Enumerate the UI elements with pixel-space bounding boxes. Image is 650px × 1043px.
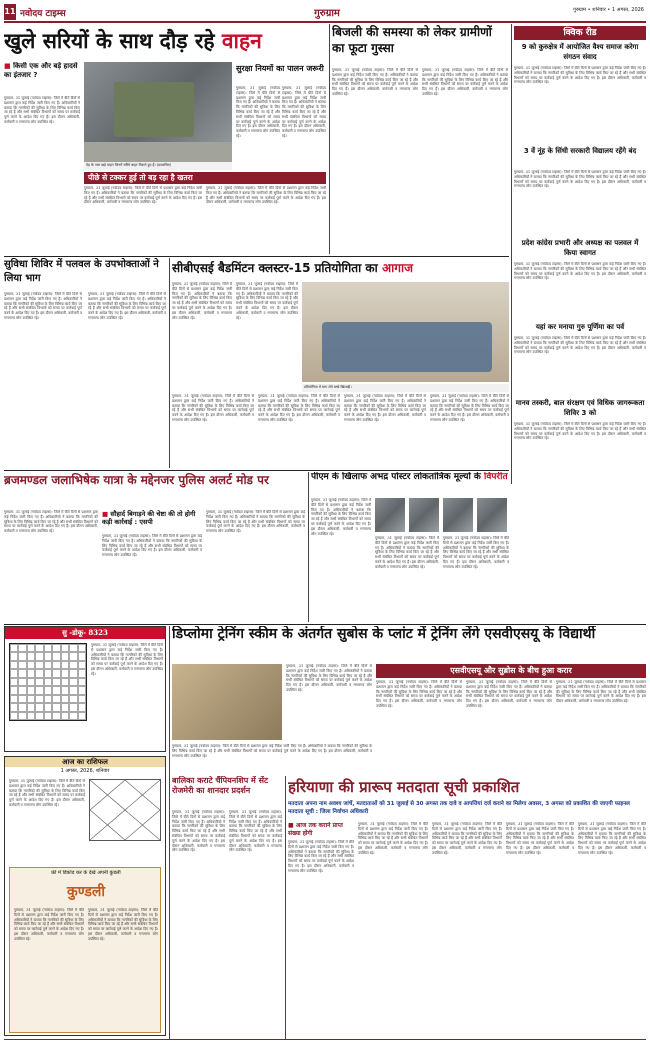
ad-body-2: गुरुग्राम, 31 जुलाई (नवोदय टाइम्स): जिले में बीते दिनों से प्रशासन द्वारा कई निर्देश जारी किए गए हैं। अधिकारियों ने बताया कि नागरिकों की सुविधा के लिए विभिन्न कार्य किए जा रहे हैं और सभी संबंधित विभागों को समय पर कार्रवाई पूर्ण करने के आदेश दिए गए हैं। इस दौरान अधिकारी, कर्मचारी व गणमान्य लोग उपस्थित रहे।	[88, 908, 158, 941]
square-bullet-icon: ■	[102, 510, 109, 518]
players-group-shape	[322, 322, 492, 372]
quick-read-item-2: 3 वें नूंह के सिंधी सरकारी विद्यालय रहेंगे बंद	[523, 147, 637, 155]
edition-date: गुरुग्राम • शनिवार • 1 अगस्त, 2026	[573, 7, 644, 13]
brajmandal-body-2: गुरुग्राम, 31 जुलाई (नवोदय टाइम्स): जिले में बीते दिनों से प्रशासन द्वारा कई निर्देश जारी किए गए हैं। अधिकारियों ने बताया कि नागरिकों की सुविधा के लिए विभिन्न कार्य किए जा रहे हैं और सभी संबंधित विभागों को समय पर कार्रवाई पूर्ण करने के आदेश दिए गए हैं। इस दौरान अधिकारी, कर्मचारी व गणमान्य लोग उपस्थित रहे।	[102, 534, 202, 558]
quick-read-item-4: यहां कर मनाया गुरु पूर्णिमा का पर्व	[535, 323, 625, 331]
portrait-photo	[409, 498, 439, 532]
roads-body: गुरुग्राम, 31 जुलाई (नवोदय टाइम्स): जिले में बीते दिनों से प्रशासन द्वारा कई निर्देश जारी किए गए हैं। अधिकारियों ने बताया कि नागरिकों की सुविधा के लिए विभिन्न कार्य किए जा रहे हैं और सभी संबंधित विभागों को समय पर कार्रवाई पूर्ण करने के आदेश दिए गए हैं। इस दौरान अधिकारी, कर्मचारी व गणमान्य लोग उपस्थित रहे।	[4, 96, 80, 124]
rashifal-date: 1 अगस्त, 2026, शनिवार	[60, 768, 110, 774]
roads-body-2: गुरुग्राम, 31 जुलाई (नवोदय टाइम्स): जिले में बीते दिनों से प्रशासन द्वारा कई निर्देश जारी किए गए हैं। अधिकारियों ने बताया कि नागरिकों की सुविधा के लिए विभिन्न कार्य किए जा रहे हैं और सभी संबंधित विभागों को समय पर कार्रवाई पूर्ण करने के आदेश दिए गए हैं। इस दौरान अधिकारी, कर्मचारी व गणमान्य लोग उपस्थित रहे।	[84, 186, 202, 205]
diploma-body-4: गुरुग्राम, 31 जुलाई (नवोदय टाइम्स): जिले में बीते दिनों से प्रशासन द्वारा कई निर्देश जारी किए गए हैं। अधिकारियों ने बताया कि नागरिकों की सुविधा के लिए विभिन्न कार्य किए जा रहे हैं और सभी संबंधित विभागों को समय पर कार्रवाई पूर्ण करने के आदेश दिए गए हैं। इस दौरान अधिकारी, कर्मचारी व गणमान्य लोग उपस्थित रहे।	[556, 680, 646, 704]
voter-list-body-3: गुरुग्राम, 31 जुलाई (नवोदय टाइम्स): जिले में बीते दिनों से प्रशासन द्वारा कई निर्देश जारी किए गए हैं। अधिकारियों ने बताया कि नागरिकों की सुविधा के लिए विभिन्न कार्य किए जा रहे हैं और सभी संबंधित विभागों को समय पर कार्रवाई पूर्ण करने के आदेश दिए गए हैं। इस दौरान अधिकारी, कर्मचारी व गणमान्य लोग उपस्थित रहे।	[432, 822, 502, 855]
roads-side-body-1: गुरुग्राम, 31 जुलाई (नवोदय टाइम्स): जिले में बीते दिनों से प्रशासन द्वारा कई निर्देश जारी किए गए हैं। अधिकारियों ने बताया कि नागरिकों की सुविधा के लिए विभिन्न कार्य किए जा रहे हैं और सभी संबंधित विभागों को समय पर कार्रवाई पूर्ण करने के आदेश दिए गए हैं। इस दौरान अधिकारी, कर्मचारी व गणमान्य लोग उपस्थित रहे।	[236, 86, 280, 138]
cbse-body-3: गुरुग्राम, 31 जुलाई (नवोदय टाइम्स): जिले में बीते दिनों से प्रशासन द्वारा कई निर्देश जारी किए गए हैं। अधिकारियों ने बताया कि नागरिकों की सुविधा के लिए विभिन्न कार्य किए जा रहे हैं और सभी संबंधित विभागों को समय पर कार्रवाई पूर्ण करने के आदेश दिए गए हैं। इस दौरान अधिकारी, कर्मचारी व गणमान्य लोग उपस्थित रहे।	[172, 394, 254, 422]
roads-red-box: पीछे से टक्कर हुई तो बड़ रहा है खतरा	[84, 172, 326, 184]
sudoku-instructions: गुरुग्राम, 31 जुलाई (नवोदय टाइम्स): जिले में बीते दिनों से प्रशासन द्वारा कई निर्देश जारी किए गए हैं। अधिकारियों ने बताया कि नागरिकों की सुविधा के लिए विभिन्न कार्य किए जा रहे हैं और सभी संबंधित विभागों को समय पर कार्रवाई पूर्ण करने के आदेश दिए गए हैं। इस दौरान अधिकारी, कर्मचारी व गणमान्य लोग उपस्थित रहे।	[91, 643, 163, 676]
roads-side-body-2: गुरुग्राम, 31 जुलाई (नवोदय टाइम्स): जिले में बीते दिनों से प्रशासन द्वारा कई निर्देश जारी किए गए हैं। अधिकारियों ने बताया कि नागरिकों की सुविधा के लिए विभिन्न कार्य किए जा रहे हैं और सभी संबंधित विभागों को समय पर कार्रवाई पूर्ण करने के आदेश दिए गए हैं। इस दौरान अधिकारी, कर्मचारी व गणमान्य लोग उपस्थित रहे।	[282, 86, 326, 138]
quick-read-body-1: गुरुग्राम, 31 जुलाई (नवोदय टाइम्स): जिले में बीते दिनों से प्रशासन द्वारा कई निर्देश जारी किए गए हैं। अधिकारियों ने बताया कि नागरिकों की सुविधा के लिए विभिन्न कार्य किए जा रहे हैं और सभी संबंधित विभागों को समय पर कार्रवाई पूर्ण करने के आदेश दिए गए हैं। इस दौरान अधिकारी, कर्मचारी व गणमान्य लोग उपस्थित रहे।	[514, 66, 646, 85]
column-rule	[308, 472, 309, 622]
diploma-headline: डिप्लोमा ट्रेनिंग स्कीम के अंतर्गत सुबोस के प्लांट में ट्रेनिंग लेंगे एसवीएसयू के विद्यार्थी	[172, 626, 596, 642]
sudoku-grid[interactable]	[9, 643, 87, 721]
cbse-photo	[302, 282, 509, 382]
diploma-body-2: गुरुग्राम, 31 जुलाई (नवोदय टाइम्स): जिले में बीते दिनों से प्रशासन द्वारा कई निर्देश जारी किए गए हैं। अधिकारियों ने बताया कि नागरिकों की सुविधा के लिए विभिन्न कार्य किए जा रहे हैं और सभी संबंधित विभागों को समय पर कार्रवाई पूर्ण करने के आदेश दिए गए हैं। इस दौरान अधिकारी, कर्मचारी व गणमान्य लोग उपस्थित रहे।	[376, 680, 462, 708]
voter-list-body-2: गुरुग्राम, 31 जुलाई (नवोदय टाइम्स): जिले में बीते दिनों से प्रशासन द्वारा कई निर्देश जारी किए गए हैं। अधिकारियों ने बताया कि नागरिकों की सुविधा के लिए विभिन्न कार्य किए जा रहे हैं और सभी संबंधित विभागों को समय पर कार्रवाई पूर्ण करने के आदेश दिए गए हैं। इस दौरान अधिकारी, कर्मचारी व गणमान्य लोग उपस्थित रहे।	[358, 822, 428, 855]
roads-subhead: ■ किसी एक और बड़े हादसे का इंतजार ?	[4, 62, 78, 79]
story-pm-poster	[311, 472, 509, 622]
ad-brand: कुण्डली	[66, 884, 105, 900]
rashifal-title: आज का राशिफल	[5, 757, 165, 767]
quick-read-item-5: मानव तस्करी, बाल संरक्षण एवं विधिक जागरूकता शिविर 3 को	[515, 399, 645, 417]
portrait-photo	[477, 498, 507, 532]
column-rule	[285, 776, 286, 1040]
diploma-body-3: गुरुग्राम, 31 जुलाई (नवोदय टाइम्स): जिले में बीते दिनों से प्रशासन द्वारा कई निर्देश जारी किए गए हैं। अधिकारियों ने बताया कि नागरिकों की सुविधा के लिए विभिन्न कार्य किए जा रहे हैं और सभी संबंधित विभागों को समय पर कार्रवाई पूर्ण करने के आदेश दिए गए हैं। इस दौरान अधिकारी, कर्मचारी व गणमान्य लोग उपस्थित रहे।	[466, 680, 552, 708]
section-rule	[4, 470, 509, 471]
square-bullet-icon: ■	[288, 822, 294, 829]
sudoku-box	[4, 626, 166, 752]
voter-list-side-head: ■ आज तक कराने प्राप्त संख्या होंगी	[288, 822, 343, 837]
brajmandal-headline: ब्रजमण्डल जलाभिषेक यात्रा के मद्देनजर पुलिस अलर्ट मोड पर	[4, 473, 269, 487]
paper-name: नवोदय टाइम्स	[20, 9, 66, 18]
story-balika	[172, 776, 282, 1036]
page-number: 11	[4, 4, 16, 20]
electricity-headline: बिजली की समस्या को लेकर ग्रामीणों का फूटा गुस्सा	[332, 25, 492, 55]
truck-shape	[114, 82, 194, 137]
story-roads	[4, 24, 326, 254]
column-rule	[169, 258, 170, 468]
roads-photo-caption: पेड़ के पास खड़े वाहन जिनमें सरिये बाहर निकले हुए हैं। (छायाचित्र)	[84, 162, 232, 170]
road-shape	[84, 142, 232, 162]
kundali-ad[interactable]	[9, 867, 161, 1033]
quick-read-body-5: गुरुग्राम, 31 जुलाई (नवोदय टाइम्स): जिले में बीते दिनों से प्रशासन द्वारा कई निर्देश जारी किए गए हैं। अधिकारियों ने बताया कि नागरिकों की सुविधा के लिए विभिन्न कार्य किए जा रहे हैं और सभी संबंधित विभागों को समय पर कार्रवाई पूर्ण करने के आदेश दिए गए हैं। इस दौरान अधिकारी, कर्मचारी व गणमान्य लोग उपस्थित रहे।	[514, 422, 646, 441]
pm-poster-body-3: गुरुग्राम, 31 जुलाई (नवोदय टाइम्स): जिले में बीते दिनों से प्रशासन द्वारा कई निर्देश जारी किए गए हैं। अधिकारियों ने बताया कि नागरिकों की सुविधा के लिए विभिन्न कार्य किए जा रहे हैं और सभी संबंधित विभागों को समय पर कार्रवाई पूर्ण करने के आदेश दिए गए हैं। इस दौरान अधिकारी, कर्मचारी व गणमान्य लोग उपस्थित रहे।	[443, 536, 509, 569]
kundali-chart	[89, 779, 161, 841]
rashifal-body-1: गुरुग्राम, 31 जुलाई (नवोदय टाइम्स): जिले में बीते दिनों से प्रशासन द्वारा कई निर्देश जारी किए गए हैं। अधिकारियों ने बताया कि नागरिकों की सुविधा के लिए विभिन्न कार्य किए जा रहे हैं और सभी संबंधित विभागों को समय पर कार्रवाई पूर्ण करने के आदेश दिए गए हैं। इस दौरान अधिकारी, कर्मचारी व गणमान्य लोग उपस्थित रहे।	[9, 779, 85, 807]
voter-list-body-4: गुरुग्राम, 31 जुलाई (नवोदय टाइम्स): जिले में बीते दिनों से प्रशासन द्वारा कई निर्देश जारी किए गए हैं। अधिकारियों ने बताया कि नागरिकों की सुविधा के लिए विभिन्न कार्य किए जा रहे हैं और सभी संबंधित विभागों को समय पर कार्रवाई पूर्ण करने के आदेश दिए गए हैं। इस दौरान अधिकारी, कर्मचारी व गणमान्य लोग उपस्थित रहे।	[506, 822, 574, 855]
diploma-photo	[172, 664, 282, 740]
ad-tagline: फ्री में डिकोड कर के देखें अपनी कुंडली	[51, 870, 121, 876]
quick-read-item-3: प्रदेश कांग्रेस प्रभारी और अध्यक्ष का पलवल में किया स्वागत	[521, 239, 639, 257]
cbse-photo-caption: प्रतियोगिता में भाग लेते बच्चे खिलाड़ी।	[302, 384, 509, 392]
masthead	[4, 4, 646, 20]
voter-list-body-1: गुरुग्राम, 31 जुलाई (नवोदय टाइम्स): जिले में बीते दिनों से प्रशासन द्वारा कई निर्देश जारी किए गए हैं। अधिकारियों ने बताया कि नागरिकों की सुविधा के लिए विभिन्न कार्य किए जा रहे हैं और सभी संबंधित विभागों को समय पर कार्रवाई पूर्ण करने के आदेश दिए गए हैं। इस दौरान अधिकारी, कर्मचारी व गणमान्य लोग उपस्थित रहे।	[288, 840, 354, 873]
column-rule	[511, 24, 512, 484]
story-voter-list	[288, 776, 646, 1038]
story-cbse	[172, 258, 509, 468]
diploma-body-5: गुरुग्राम, 31 जुलाई (नवोदय टाइम्स): जिले में बीते दिनों से प्रशासन द्वारा कई निर्देश जारी किए गए हैं। अधिकारियों ने बताया कि नागरिकों की सुविधा के लिए विभिन्न कार्य किए जा रहे हैं और सभी संबंधित विभागों को समय पर कार्रवाई पूर्ण करने के आदेश दिए गए हैं। इस दौरान अधिकारी, कर्मचारी व गणमान्य लोग उपस्थित रहे।	[172, 744, 372, 758]
ad-body-1: गुरुग्राम, 31 जुलाई (नवोदय टाइम्स): जिले में बीते दिनों से प्रशासन द्वारा कई निर्देश जारी किए गए हैं। अधिकारियों ने बताया कि नागरिकों की सुविधा के लिए विभिन्न कार्य किए जा रहे हैं और सभी संबंधित विभागों को समय पर कार्रवाई पूर्ण करने के आदेश दिए गए हैं। इस दौरान अधिकारी, कर्मचारी व गणमान्य लोग उपस्थित रहे।	[14, 908, 84, 941]
brajmandal-body-3: गुरुग्राम, 31 जुलाई (नवोदय टाइम्स): जिले में बीते दिनों से प्रशासन द्वारा कई निर्देश जारी किए गए हैं। अधिकारियों ने बताया कि नागरिकों की सुविधा के लिए विभिन्न कार्य किए जा रहे हैं और सभी संबंधित विभागों को समय पर कार्रवाई पूर्ण करने के आदेश दिए गए हैं। इस दौरान अधिकारी, कर्मचारी व गणमान्य लोग उपस्थित रहे।	[206, 510, 305, 534]
voter-list-headline: हरियाणा की प्रारूप मतदाता सूची प्रकाशित	[288, 778, 520, 796]
roads-photo	[84, 62, 232, 162]
rashifal-box	[4, 756, 166, 1036]
camp-body-2: गुरुग्राम, 31 जुलाई (नवोदय टाइम्स): जिले में बीते दिनों से प्रशासन द्वारा कई निर्देश जारी किए गए हैं। अधिकारियों ने बताया कि नागरिकों की सुविधा के लिए विभिन्न कार्य किए जा रहे हैं और सभी संबंधित विभागों को समय पर कार्रवाई पूर्ण करने के आदेश दिए गए हैं। इस दौरान अधिकारी, कर्मचारी व गणमान्य लोग उपस्थित रहे।	[88, 292, 166, 320]
diploma-band: एसवीएसयू और सुब्रोस के बीच हुआ करार	[376, 664, 646, 678]
section-name: गुरुग्राम	[314, 8, 340, 19]
brajmandal-subhead: ■ सौहार्द बिगाड़ने की चेष्टा की तो होगी कड़ी कार्रवाई : एसपी	[102, 510, 196, 526]
quick-read-body-3: गुरुग्राम, 31 जुलाई (नवोदय टाइम्स): जिले में बीते दिनों से प्रशासन द्वारा कई निर्देश जारी किए गए हैं। अधिकारियों ने बताया कि नागरिकों की सुविधा के लिए विभिन्न कार्य किए जा रहे हैं और सभी संबंधित विभागों को समय पर कार्रवाई पूर्ण करने के आदेश दिए गए हैं। इस दौरान अधिकारी, कर्मचारी व गणमान्य लोग उपस्थित रहे।	[514, 262, 646, 281]
pm-poster-headline: पीएम के खिलाफ अभद्र पोस्टर लोकतांत्रिक मूल्यों के विपरीत	[311, 472, 508, 482]
page-bottom-rule	[4, 1039, 646, 1040]
section-rule	[4, 256, 509, 257]
balika-headline: बालिका कराटे चैंपियनशिप में सेंट रोजमेरी का शानदार प्रदर्शन	[172, 776, 269, 795]
section-rule	[4, 624, 646, 625]
pm-poster-body-2: गुरुग्राम, 31 जुलाई (नवोदय टाइम्स): जिले में बीते दिनों से प्रशासन द्वारा कई निर्देश जारी किए गए हैं। अधिकारियों ने बताया कि नागरिकों की सुविधा के लिए विभिन्न कार्य किए जा रहे हैं और सभी संबंधित विभागों को समय पर कार्रवाई पूर्ण करने के आदेश दिए गए हैं। इस दौरान अधिकारी, कर्मचारी व गणमान्य लोग उपस्थित रहे।	[375, 536, 439, 569]
column-rule	[169, 626, 170, 1040]
story-camp	[4, 258, 166, 468]
roads-headline: खुले सरियों के साथ दौड़ रहे वाहन	[4, 29, 262, 53]
portrait-photo	[443, 498, 473, 532]
pm-poster-portraits	[375, 498, 509, 532]
voter-list-body-5: गुरुग्राम, 31 जुलाई (नवोदय टाइम्स): जिले में बीते दिनों से प्रशासन द्वारा कई निर्देश जारी किए गए हैं। अधिकारियों ने बताया कि नागरिकों की सुविधा के लिए विभिन्न कार्य किए जा रहे हैं और सभी संबंधित विभागों को समय पर कार्रवाई पूर्ण करने के आदेश दिए गए हैं। इस दौरान अधिकारी, कर्मचारी व गणमान्य लोग उपस्थित रहे।	[578, 822, 646, 855]
quick-read-body-2: गुरुग्राम, 31 जुलाई (नवोदय टाइम्स): जिले में बीते दिनों से प्रशासन द्वारा कई निर्देश जारी किए गए हैं। अधिकारियों ने बताया कि नागरिकों की सुविधा के लिए विभिन्न कार्य किए जा रहे हैं और सभी संबंधित विभागों को समय पर कार्रवाई पूर्ण करने के आदेश दिए गए हैं। इस दौरान अधिकारी, कर्मचारी व गणमान्य लोग उपस्थित रहे।	[514, 170, 646, 189]
column-rule	[329, 24, 330, 254]
roads-side-head: सुरक्षा नियमों का पालन जरूरी	[236, 64, 324, 73]
quick-read-column	[514, 24, 646, 484]
cbse-body-4: गुरुग्राम, 31 जुलाई (नवोदय टाइम्स): जिले में बीते दिनों से प्रशासन द्वारा कई निर्देश जारी किए गए हैं। अधिकारियों ने बताया कि नागरिकों की सुविधा के लिए विभिन्न कार्य किए जा रहे हैं और सभी संबंधित विभागों को समय पर कार्रवाई पूर्ण करने के आदेश दिए गए हैं। इस दौरान अधिकारी, कर्मचारी व गणमान्य लोग उपस्थित रहे।	[258, 394, 340, 422]
story-electricity	[332, 24, 508, 254]
cbse-body-6: गुरुग्राम, 31 जुलाई (नवोदय टाइम्स): जिले में बीते दिनों से प्रशासन द्वारा कई निर्देश जारी किए गए हैं। अधिकारियों ने बताया कि नागरिकों की सुविधा के लिए विभिन्न कार्य किए जा रहे हैं और सभी संबंधित विभागों को समय पर कार्रवाई पूर्ण करने के आदेश दिए गए हैं। इस दौरान अधिकारी, कर्मचारी व गणमान्य लोग उपस्थित रहे।	[430, 394, 509, 422]
camp-headline: सुविधा शिविर में पलवल के उपभोक्ताओं ने लिया भाग	[4, 259, 159, 284]
roads-body-3: गुरुग्राम, 31 जुलाई (नवोदय टाइम्स): जिले में बीते दिनों से प्रशासन द्वारा कई निर्देश जारी किए गए हैं। अधिकारियों ने बताया कि नागरिकों की सुविधा के लिए विभिन्न कार्य किए जा रहे हैं और सभी संबंधित विभागों को समय पर कार्रवाई पूर्ण करने के आदेश दिए गए हैं। इस दौरान अधिकारी, कर्मचारी व गणमान्य लोग उपस्थित रहे।	[206, 186, 326, 205]
cbse-body-2: गुरुग्राम, 31 जुलाई (नवोदय टाइम्स): जिले में बीते दिनों से प्रशासन द्वारा कई निर्देश जारी किए गए हैं। अधिकारियों ने बताया कि नागरिकों की सुविधा के लिए विभिन्न कार्य किए जा रहे हैं और सभी संबंधित विभागों को समय पर कार्रवाई पूर्ण करने के आदेश दिए गए हैं। इस दौरान अधिकारी, कर्मचारी व गणमान्य लोग उपस्थित रहे।	[236, 282, 298, 320]
cbse-headline: सीबीएसई बैडमिंटन क्लस्टर-15 प्रतियोगिता का आगाज	[172, 261, 413, 275]
pm-poster-body-1: गुरुग्राम, 31 जुलाई (नवोदय टाइम्स): जिले में बीते दिनों से प्रशासन द्वारा कई निर्देश जारी किए गए हैं। अधिकारियों ने बताया कि नागरिकों की सुविधा के लिए विभिन्न कार्य किए जा रहे हैं और सभी संबंधित विभागों को समय पर कार्रवाई पूर्ण करने के आदेश दिए गए हैं। इस दौरान अधिकारी, कर्मचारी व गणमान्य लोग उपस्थित रहे।	[311, 498, 371, 536]
story-brajmandal	[4, 472, 305, 622]
balika-body-2: गुरुग्राम, 31 जुलाई (नवोदय टाइम्स): जिले में बीते दिनों से प्रशासन द्वारा कई निर्देश जारी किए गए हैं। अधिकारियों ने बताया कि नागरिकों की सुविधा के लिए विभिन्न कार्य किए जा रहे हैं और सभी संबंधित विभागों को समय पर कार्रवाई पूर्ण करने के आदेश दिए गए हैं। इस दौरान अधिकारी, कर्मचारी व गणमान्य लोग उपस्थित रहे।	[229, 810, 282, 853]
sudoku-label: सु -डोकू- 8323	[5, 627, 165, 639]
brajmandal-body-1: गुरुग्राम, 31 जुलाई (नवोदय टाइम्स): जिले में बीते दिनों से प्रशासन द्वारा कई निर्देश जारी किए गए हैं। अधिकारियों ने बताया कि नागरिकों की सुविधा के लिए विभिन्न कार्य किए जा रहे हैं और सभी संबंधित विभागों को समय पर कार्रवाई पूर्ण करने के आदेश दिए गए हैं। इस दौरान अधिकारी, कर्मचारी व गणमान्य लोग उपस्थित रहे।	[4, 510, 98, 534]
electricity-body-1: गुरुग्राम, 31 जुलाई (नवोदय टाइम्स): जिले में बीते दिनों से प्रशासन द्वारा कई निर्देश जारी किए गए हैं। अधिकारियों ने बताया कि नागरिकों की सुविधा के लिए विभिन्न कार्य किए जा रहे हैं और सभी संबंधित विभागों को समय पर कार्रवाई पूर्ण करने के आदेश दिए गए हैं। इस दौरान अधिकारी, कर्मचारी व गणमान्य लोग उपस्थित रहे।	[332, 68, 418, 96]
camp-body-1: गुरुग्राम, 31 जुलाई (नवोदय टाइम्स): जिले में बीते दिनों से प्रशासन द्वारा कई निर्देश जारी किए गए हैं। अधिकारियों ने बताया कि नागरिकों की सुविधा के लिए विभिन्न कार्य किए जा रहे हैं और सभी संबंधित विभागों को समय पर कार्रवाई पूर्ण करने के आदेश दिए गए हैं। इस दौरान अधिकारी, कर्मचारी व गणमान्य लोग उपस्थित रहे।	[4, 292, 82, 320]
quick-read-body-4: गुरुग्राम, 31 जुलाई (नवोदय टाइम्स): जिले में बीते दिनों से प्रशासन द्वारा कई निर्देश जारी किए गए हैं। अधिकारियों ने बताया कि नागरिकों की सुविधा के लिए विभिन्न कार्य किए जा रहे हैं और सभी संबंधित विभागों को समय पर कार्रवाई पूर्ण करने के आदेश दिए गए हैं। इस दौरान अधिकारी, कर्मचारी व गणमान्य लोग उपस्थित रहे।	[514, 336, 646, 355]
cbse-body-1: गुरुग्राम, 31 जुलाई (नवोदय टाइम्स): जिले में बीते दिनों से प्रशासन द्वारा कई निर्देश जारी किए गए हैं। अधिकारियों ने बताया कि नागरिकों की सुविधा के लिए विभिन्न कार्य किए जा रहे हैं और सभी संबंधित विभागों को समय पर कार्रवाई पूर्ण करने के आदेश दिए गए हैं। इस दौरान अधिकारी, कर्मचारी व गणमान्य लोग उपस्थित रहे।	[172, 282, 232, 320]
square-bullet-icon: ■	[4, 62, 11, 70]
electricity-body-2: गुरुग्राम, 31 जुलाई (नवोदय टाइम्स): जिले में बीते दिनों से प्रशासन द्वारा कई निर्देश जारी किए गए हैं। अधिकारियों ने बताया कि नागरिकों की सुविधा के लिए विभिन्न कार्य किए जा रहे हैं और सभी संबंधित विभागों को समय पर कार्रवाई पूर्ण करने के आदेश दिए गए हैं। इस दौरान अधिकारी, कर्मचारी व गणमान्य लोग उपस्थित रहे।	[422, 68, 508, 96]
quick-read-label: क्विक रीड	[514, 26, 646, 40]
kundali-diagram	[90, 780, 160, 840]
masthead-rule	[4, 21, 646, 23]
portrait-photo	[375, 498, 405, 532]
voter-list-subhead: मतदाता अपना नाम अवश्य जांचें, मतदाताओं को 31 जुलाई से 30 अगस्त तक दावे व आपत्तियां दर्ज कराने का मिलेगा अवसर, 3 अगस्त को प्रकाशित की जाएगी फाइनल मतदाता सूची : जिला निर्वाचन अधिकारी	[288, 801, 630, 815]
quick-read-item-1: 9 को कुरुक्षेत्र में आयोजित वैश्य समाज करेगा संगठन संवाद	[521, 43, 639, 61]
balika-body-1: गुरुग्राम, 31 जुलाई (नवोदय टाइम्स): जिले में बीते दिनों से प्रशासन द्वारा कई निर्देश जारी किए गए हैं। अधिकारियों ने बताया कि नागरिकों की सुविधा के लिए विभिन्न कार्य किए जा रहे हैं और सभी संबंधित विभागों को समय पर कार्रवाई पूर्ण करने के आदेश दिए गए हैं। इस दौरान अधिकारी, कर्मचारी व गणमान्य लोग उपस्थित रहे।	[172, 810, 225, 853]
story-diploma	[172, 626, 646, 774]
diploma-body-1: गुरुग्राम, 31 जुलाई (नवोदय टाइम्स): जिले में बीते दिनों से प्रशासन द्वारा कई निर्देश जारी किए गए हैं। अधिकारियों ने बताया कि नागरिकों की सुविधा के लिए विभिन्न कार्य किए जा रहे हैं और सभी संबंधित विभागों को समय पर कार्रवाई पूर्ण करने के आदेश दिए गए हैं। इस दौरान अधिकारी, कर्मचारी व गणमान्य लोग उपस्थित रहे।	[286, 664, 372, 692]
cbse-body-5: गुरुग्राम, 31 जुलाई (नवोदय टाइम्स): जिले में बीते दिनों से प्रशासन द्वारा कई निर्देश जारी किए गए हैं। अधिकारियों ने बताया कि नागरिकों की सुविधा के लिए विभिन्न कार्य किए जा रहे हैं और सभी संबंधित विभागों को समय पर कार्रवाई पूर्ण करने के आदेश दिए गए हैं। इस दौरान अधिकारी, कर्मचारी व गणमान्य लोग उपस्थित रहे।	[344, 394, 426, 422]
